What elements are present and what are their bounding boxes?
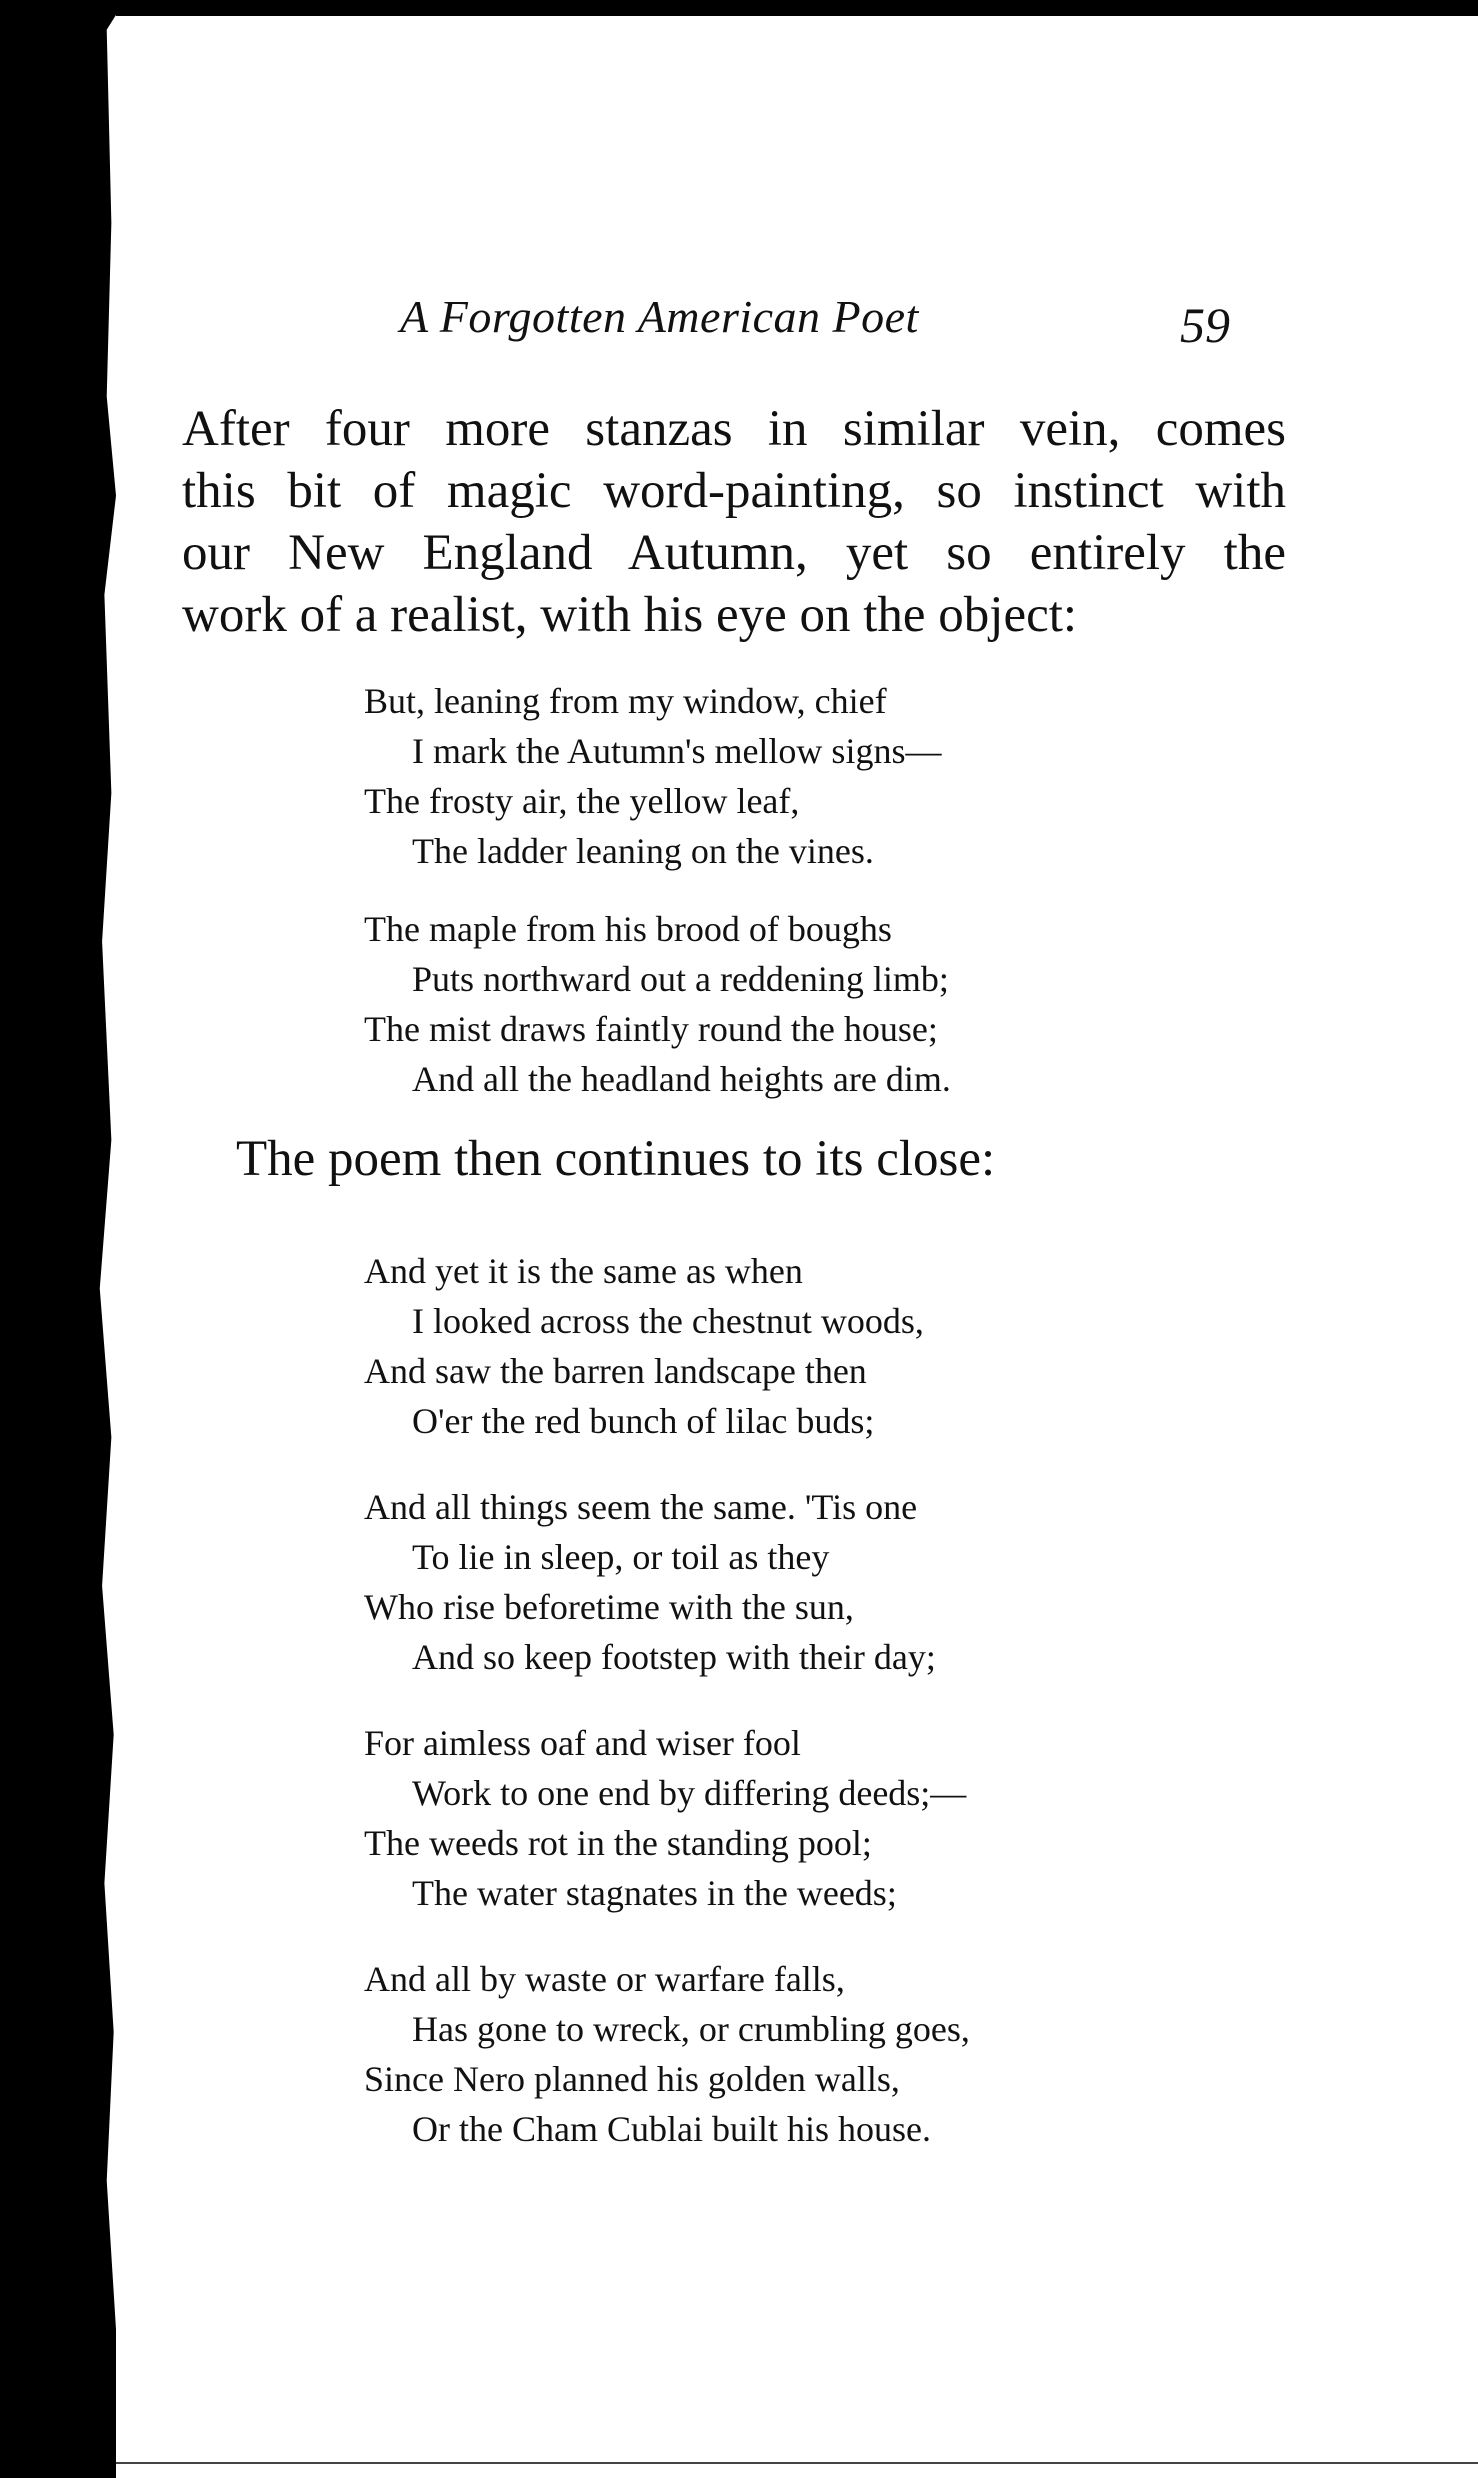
poem-stanza (364, 1954, 970, 2154)
poem-stanza (364, 1482, 936, 1682)
poem-line: And all things seem the same. 'Tis one (364, 1487, 918, 1527)
poem-line: Has gone to wreck, or crumbling goes, (412, 2009, 970, 2049)
poem-stanza (364, 904, 951, 1104)
poem-line: And all by waste or warfare falls, (364, 1959, 845, 1999)
poem-line: The ladder leaning on the vines. (412, 831, 874, 871)
running-title: A Forgotten American Poet (400, 291, 919, 342)
poem-stanza (364, 1246, 924, 1446)
intro-paragraph (182, 398, 1286, 646)
poem-line: The weeds rot in the standing pool; (364, 1823, 872, 1863)
poem-line: The mist draws faintly round the house; (364, 1009, 938, 1049)
poem-line: I looked across the chestnut woods, (412, 1301, 924, 1341)
poem-line: Who rise beforetime with the sun, (364, 1587, 854, 1627)
intro-line: our New England Autumn, yet so entirely the (182, 525, 1286, 581)
transition-sentence: The poem then continues to its close: (236, 1131, 996, 1187)
page-number: 59 (1180, 297, 1230, 353)
poem-line: The maple from his brood of boughs (364, 909, 892, 949)
poem-line: And all the headland heights are dim. (412, 1059, 951, 1099)
poem-line: To lie in sleep, or toil as they (412, 1537, 830, 1577)
poem-line: Or the Cham Cublai built his house. (412, 2109, 931, 2149)
poem-line: Work to one end by differing deeds;— (412, 1773, 967, 1813)
poem-line: Puts northward out a reddening limb; (412, 959, 949, 999)
poem-stanza (364, 676, 941, 876)
poem-line: For aimless oaf and wiser fool (364, 1723, 801, 1763)
poem-line: The frosty air, the yellow leaf, (364, 781, 800, 821)
scan-left-shadow (0, 0, 116, 2478)
poem-line: O'er the red bunch of lilac buds; (412, 1401, 875, 1441)
scan-bottom-edge (116, 2462, 1478, 2464)
intro-line: this bit of magic word-painting, so instinct with (182, 463, 1286, 519)
poem-line: I mark the Autumn's mellow signs— (412, 731, 942, 771)
poem-line: Since Nero planned his golden walls, (364, 2059, 900, 2099)
intro-line: work of a realist, with his eye on the object: (182, 587, 1078, 643)
scan-left-edge (0, 0, 116, 2478)
poem-line: And saw the barren landscape then (364, 1351, 867, 1391)
poem-line: And yet it is the same as when (364, 1251, 803, 1291)
poem-line: The water stagnates in the weeds; (412, 1873, 897, 1913)
poem-line: But, leaning from my window, chief (364, 681, 887, 721)
poem-line: And so keep footstep with their day; (412, 1637, 936, 1677)
page-header (400, 290, 1300, 370)
intro-line: After four more stanzas in similar vein, comes (182, 401, 1286, 457)
scan-top-edge (108, 0, 1478, 16)
poem-stanza (364, 1718, 966, 1918)
